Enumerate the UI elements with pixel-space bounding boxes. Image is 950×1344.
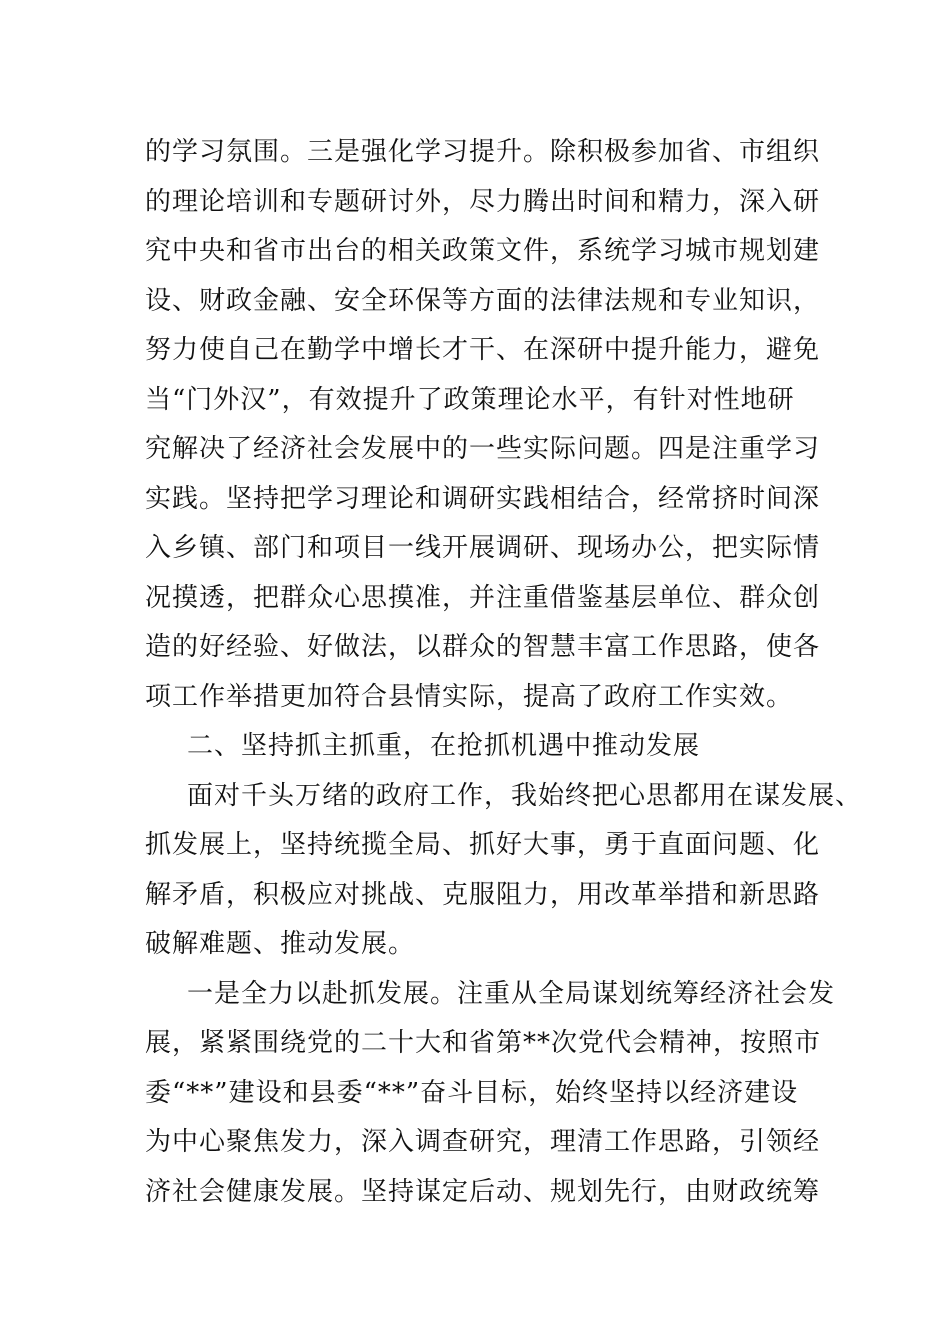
- text-line: 委“**”建设和县委“**”奋斗目标，始终坚持以经济建设: [145, 1077, 799, 1108]
- text-line: 况摸透，把群众心思摸准，并注重借鉴基层单位、群众创: [145, 582, 821, 613]
- text-line: 入乡镇、部门和项目一线开展调研、现场办公，把实际情: [145, 533, 821, 563]
- body-text: [145, 128, 863, 1217]
- text-line: 济社会健康发展。坚持谋定后动、规划先行，由财政统筹: [145, 1176, 821, 1207]
- text-line: 项工作举措更加符合县情实际，提高了政府工作实效。: [145, 681, 794, 712]
- text-line: 一是全力以赴抓发展。注重从全局谋划统筹经济社会发: [187, 978, 836, 1009]
- text-line: 的理论培训和专题研讨外，尽力腾出时间和精力，深入研: [145, 186, 821, 217]
- text-line: 究解决了经济社会发展中的一些实际问题。四是注重学习: [145, 434, 821, 464]
- text-line: 设、财政金融、安全环保等方面的法律法规和专业知识，: [145, 285, 821, 316]
- text-line: 抓发展上，坚持统揽全局、抓好大事，勇于直面问题、化: [145, 830, 821, 860]
- text-line: 实践。坚持把学习理论和调研实践相结合，经常挤时间深: [145, 483, 821, 514]
- text-line: 当“门外汉”，有效提升了政策理论水平，有针对性地研: [145, 384, 795, 415]
- text-line: 造的好经验、好做法，以群众的智慧丰富工作思路，使各: [145, 632, 821, 662]
- text-line: 解矛盾，积极应对挑战、克服阻力，用改革举措和新思路: [145, 879, 821, 910]
- text-line: 展，紧紧围绕党的二十大和省第**次党代会精神，按照市: [145, 1028, 822, 1058]
- text-line: 为中心聚焦发力，深入调查研究，理清工作思路，引领经: [145, 1127, 821, 1157]
- text-line: 面对千头万绪的政府工作，我始终把心思都用在谋发展、: [187, 780, 863, 811]
- text-line: 究中央和省市出台的相关政策文件，系统学习城市规划建: [145, 236, 821, 266]
- text-line: 努力使自己在勤学中增长才干、在深研中提升能力，避免: [145, 335, 821, 365]
- text-line: 的学习氛围。三是强化学习提升。除积极参加省、市组织: [145, 137, 821, 167]
- section-heading: 二、坚持抓主抓重，在抢抓机遇中推动发展: [187, 731, 701, 761]
- text-line: 破解难题、推动发展。: [145, 929, 416, 959]
